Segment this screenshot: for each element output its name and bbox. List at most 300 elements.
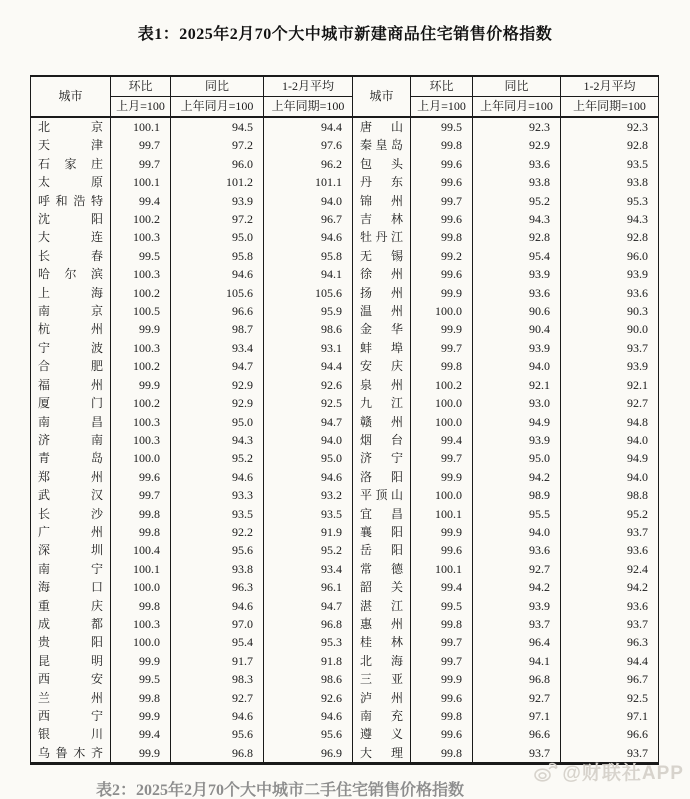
mom-value-right: 99.9 [411,523,473,541]
table-row [31,468,659,486]
avg-value-left: 95.3 [264,633,353,651]
mom-value-right: 99.4 [411,431,473,449]
mom-value-left: 100.1 [111,560,171,578]
avg-value-left: 96.1 [264,578,353,596]
city-cell-right: 遵义 [353,725,411,743]
mom-value-left: 100.5 [111,302,171,320]
yoy-value-right: 94.2 [473,578,561,596]
mom-value-left: 99.9 [111,652,171,670]
city-cell-right: 常德 [353,560,411,578]
yoy-value-right: 93.8 [473,173,561,191]
next-table-title-clipped: 表2：2025年2月70个大中城市二手住宅销售价格指数 [95,782,464,799]
city-cell-right: 包头 [353,155,411,173]
yoy-value-left: 97.0 [171,615,264,633]
mom-value-left: 100.3 [111,228,171,246]
city-cell-right: 温州 [353,302,411,320]
table-row [31,689,659,707]
table-row [31,431,659,449]
yoy-value-left: 93.4 [171,339,264,357]
table-row [31,320,659,338]
yoy-value-right: 90.4 [473,320,561,338]
city-cell-right: 南充 [353,707,411,725]
mom-value-right: 99.6 [411,265,473,283]
city-cell-left: 银川 [31,725,111,743]
city-cell-right: 扬州 [353,284,411,302]
city-cell-left: 海口 [31,578,111,596]
city-cell-right: 徐州 [353,265,411,283]
yoy-value-left: 95.2 [171,449,264,467]
avg-value-right: 93.7 [561,523,659,541]
yoy-value-left: 94.6 [171,468,264,486]
yoy-value-right: 97.1 [473,707,561,725]
avg-value-left: 94.6 [264,707,353,725]
avg-value-right: 95.3 [561,192,659,210]
avg-value-left: 94.6 [264,468,353,486]
table-row [31,413,659,431]
mom-value-right: 99.6 [411,689,473,707]
avg-value-left: 93.4 [264,560,353,578]
table-row [31,155,659,173]
table-row [31,541,659,559]
yoy-value-left: 105.6 [171,284,264,302]
mom-value-left: 100.0 [111,633,171,651]
mom-value-right: 99.7 [411,192,473,210]
table-row [31,615,659,633]
avg-value-right: 96.6 [561,725,659,743]
avg-value-right: 90.0 [561,320,659,338]
city-cell-left: 郑州 [31,468,111,486]
city-cell-right: 韶关 [353,578,411,596]
mom-value-right: 99.7 [411,339,473,357]
yoy-value-right: 90.6 [473,302,561,320]
yoy-value-left: 98.3 [171,670,264,688]
table-row [31,652,659,670]
avg-value-left: 92.5 [264,394,353,412]
yoy-value-left: 95.8 [171,247,264,265]
mom-value-left: 99.4 [111,192,171,210]
yoy-value-right: 94.9 [473,413,561,431]
mom-value-left: 100.2 [111,210,171,228]
avg-value-left: 95.0 [264,449,353,467]
avg-value-right: 92.5 [561,689,659,707]
mom-value-left: 99.8 [111,505,171,523]
yoy-value-left: 93.9 [171,192,264,210]
mom-value-right: 100.1 [411,560,473,578]
mom-value-left: 99.9 [111,744,171,764]
yoy-value-left: 94.5 [171,117,264,136]
yoy-value-right: 94.1 [473,652,561,670]
city-cell-left: 天津 [31,136,111,154]
city-cell-left: 兰州 [31,689,111,707]
city-cell-left: 贵阳 [31,633,111,651]
avg-value-left: 94.0 [264,431,353,449]
table-row [31,523,659,541]
yoy-value-right: 94.0 [473,523,561,541]
city-cell-left: 杭州 [31,320,111,338]
avg-value-right: 94.0 [561,468,659,486]
city-cell-right: 无锡 [353,247,411,265]
mom-value-left: 99.7 [111,486,171,504]
table-row [31,725,659,743]
mom-value-right: 100.0 [411,302,473,320]
mom-value-left: 100.1 [111,173,171,191]
city-cell-left: 武汉 [31,486,111,504]
table-row [31,394,659,412]
yoy-value-right: 92.7 [473,689,561,707]
city-cell-right: 唐山 [353,117,411,136]
city-cell-left: 大连 [31,228,111,246]
table-row [31,247,659,265]
mom-value-left: 99.5 [111,247,171,265]
city-cell-left: 北京 [31,117,111,136]
city-cell-left: 深圳 [31,541,111,559]
watermark [533,758,684,785]
mom-value-right: 99.8 [411,744,473,764]
avg-value-left: 93.1 [264,339,353,357]
avg-value-right: 96.7 [561,670,659,688]
avg-value-left: 93.5 [264,505,353,523]
table-row [31,173,659,191]
avg-value-right: 92.8 [561,136,659,154]
city-cell-right: 三亚 [353,670,411,688]
avg-value-right: 96.3 [561,633,659,651]
city-cell-right: 大理 [353,744,411,764]
city-cell-left: 宁波 [31,339,111,357]
city-cell-left: 南昌 [31,413,111,431]
avg-value-left: 98.6 [264,320,353,338]
yoy-value-left: 98.7 [171,320,264,338]
header-row-labels [31,76,659,97]
header-yoy-right: 同比 [473,76,561,97]
header-yoy-left: 同比 [171,76,264,97]
avg-value-left: 101.1 [264,173,353,191]
city-cell-right: 宜昌 [353,505,411,523]
table-row [31,136,659,154]
city-cell-right: 襄阳 [353,523,411,541]
city-cell-left: 哈尔滨 [31,265,111,283]
avg-value-left: 95.8 [264,247,353,265]
mom-value-right: 99.9 [411,320,473,338]
city-cell-left: 合肥 [31,357,111,375]
yoy-value-left: 95.4 [171,633,264,651]
yoy-value-left: 94.6 [171,265,264,283]
mom-value-right: 100.0 [411,413,473,431]
yoy-value-left: 94.3 [171,431,264,449]
avg-value-left: 92.6 [264,376,353,394]
avg-value-right: 93.6 [561,541,659,559]
mom-value-right: 99.6 [411,173,473,191]
mom-value-right: 99.6 [411,725,473,743]
mom-value-left: 100.3 [111,339,171,357]
avg-value-left: 94.7 [264,413,353,431]
mom-value-right: 99.7 [411,449,473,467]
yoy-value-right: 92.8 [473,228,561,246]
mom-value-right: 99.7 [411,652,473,670]
yoy-value-right: 95.4 [473,247,561,265]
mom-value-left: 100.0 [111,449,171,467]
avg-value-right: 92.7 [561,394,659,412]
avg-value-right: 93.7 [561,339,659,357]
city-cell-right: 北海 [353,652,411,670]
avg-value-right: 93.5 [561,155,659,173]
price-table-body [31,117,659,764]
city-cell-left: 乌鲁木齐 [31,744,111,764]
city-cell-right: 惠州 [353,615,411,633]
city-cell-right: 蚌埠 [353,339,411,357]
city-cell-right: 岳阳 [353,541,411,559]
city-cell-right: 金华 [353,320,411,338]
mom-value-left: 100.1 [111,117,171,136]
city-cell-right: 平顶山 [353,486,411,504]
avg-value-left: 95.2 [264,541,353,559]
watermark-text: @财联社APP [562,763,684,784]
yoy-value-left: 92.9 [171,394,264,412]
mom-value-right: 99.5 [411,597,473,615]
city-cell-right: 安庆 [353,357,411,375]
avg-value-left: 94.6 [264,228,353,246]
yoy-value-right: 92.1 [473,376,561,394]
city-cell-right: 桂林 [353,633,411,651]
avg-value-right: 94.8 [561,413,659,431]
yoy-value-left: 96.8 [171,744,264,764]
yoy-value-right: 96.6 [473,725,561,743]
yoy-value-right: 94.0 [473,357,561,375]
header-row-bases [31,97,659,118]
yoy-value-right: 92.9 [473,136,561,154]
avg-value-left: 94.0 [264,192,353,210]
yoy-value-right: 93.0 [473,394,561,412]
avg-value-right: 92.4 [561,560,659,578]
yoy-value-right: 92.7 [473,560,561,578]
yoy-value-left: 94.6 [171,707,264,725]
yoy-value-right: 98.9 [473,486,561,504]
yoy-value-right: 93.6 [473,541,561,559]
city-cell-left: 广州 [31,523,111,541]
mom-value-left: 99.4 [111,725,171,743]
city-cell-right: 济宁 [353,449,411,467]
yoy-value-right: 93.9 [473,597,561,615]
table-row [31,192,659,210]
city-cell-right: 九江 [353,394,411,412]
mom-value-left: 100.2 [111,394,171,412]
table-row [31,284,659,302]
mom-value-right: 99.6 [411,155,473,173]
table-row [31,505,659,523]
mom-value-left: 99.9 [111,376,171,394]
mom-value-left: 99.6 [111,468,171,486]
mom-value-left: 100.3 [111,413,171,431]
mom-value-left: 99.8 [111,689,171,707]
avg-value-left: 95.6 [264,725,353,743]
header-mom-left: 环比 [111,76,171,97]
table-row [31,707,659,725]
header-avg-right: 1-2月平均 [561,76,659,97]
yoy-value-right: 93.6 [473,284,561,302]
avg-value-left: 94.4 [264,117,353,136]
table-row [31,357,659,375]
header-city-right: 城市 [353,76,411,117]
yoy-value-right: 95.0 [473,449,561,467]
price-index-table-wrap [30,75,658,765]
table-row [31,449,659,467]
avg-value-right: 93.9 [561,265,659,283]
price-index-table [30,75,659,765]
yoy-value-right: 95.2 [473,192,561,210]
yoy-value-left: 96.3 [171,578,264,596]
mom-value-left: 99.9 [111,320,171,338]
yoy-value-left: 96.0 [171,155,264,173]
yoy-value-left: 94.7 [171,357,264,375]
header-avg-base-left: 上年同期=100 [264,97,353,118]
city-cell-right: 泸州 [353,689,411,707]
yoy-value-left: 95.6 [171,725,264,743]
city-cell-left: 厦门 [31,394,111,412]
mom-value-left: 99.9 [111,707,171,725]
avg-value-right: 97.1 [561,707,659,725]
mom-value-right: 99.7 [411,633,473,651]
avg-value-right: 90.3 [561,302,659,320]
header-yoy-base-left: 上年同月=100 [171,97,264,118]
avg-value-right: 92.8 [561,228,659,246]
avg-value-right: 92.3 [561,117,659,136]
city-cell-right: 赣州 [353,413,411,431]
yoy-value-left: 92.7 [171,689,264,707]
avg-value-right: 94.9 [561,449,659,467]
city-cell-left: 长春 [31,247,111,265]
city-cell-left: 西安 [31,670,111,688]
mom-value-left: 100.2 [111,357,171,375]
avg-value-left: 98.6 [264,670,353,688]
avg-value-right: 96.0 [561,247,659,265]
yoy-value-right: 94.2 [473,468,561,486]
avg-value-left: 94.7 [264,597,353,615]
yoy-value-left: 95.6 [171,541,264,559]
city-cell-right: 牡丹江 [353,228,411,246]
mom-value-right: 99.6 [411,541,473,559]
avg-value-left: 91.8 [264,652,353,670]
page-title: 表1：2025年2月70个大中城市新建商品住宅销售价格指数 [137,26,553,43]
header-yoy-base-right: 上年同月=100 [473,97,561,118]
avg-value-right: 94.3 [561,210,659,228]
city-cell-left: 石家庄 [31,155,111,173]
table-row [31,302,659,320]
avg-value-left: 96.2 [264,155,353,173]
city-cell-left: 西宁 [31,707,111,725]
city-cell-left: 青岛 [31,449,111,467]
avg-value-left: 96.8 [264,615,353,633]
avg-value-left: 96.9 [264,744,353,764]
city-cell-left: 长沙 [31,505,111,523]
avg-value-right: 93.9 [561,357,659,375]
yoy-value-left: 95.0 [171,413,264,431]
avg-value-left: 96.7 [264,210,353,228]
avg-value-right: 94.0 [561,431,659,449]
yoy-value-right: 93.6 [473,155,561,173]
yoy-value-left: 91.7 [171,652,264,670]
city-cell-left: 南宁 [31,560,111,578]
city-cell-right: 吉林 [353,210,411,228]
weibo-icon [533,761,559,783]
city-cell-left: 昆明 [31,652,111,670]
yoy-value-left: 97.2 [171,210,264,228]
avg-value-left: 92.6 [264,689,353,707]
table-row [31,228,659,246]
city-cell-right: 丹东 [353,173,411,191]
mom-value-left: 100.3 [111,615,171,633]
city-cell-left: 福州 [31,376,111,394]
yoy-value-left: 94.6 [171,597,264,615]
header-avg-left: 1-2月平均 [264,76,353,97]
mom-value-right: 99.8 [411,707,473,725]
yoy-value-left: 93.8 [171,560,264,578]
table-row [31,597,659,615]
yoy-value-right: 93.9 [473,339,561,357]
table-row [31,117,659,136]
mom-value-right: 100.1 [411,505,473,523]
header-mom-base-left: 上月=100 [111,97,171,118]
header-city-left: 城市 [31,76,111,117]
yoy-value-left: 101.2 [171,173,264,191]
table-row [31,560,659,578]
city-cell-left: 沈阳 [31,210,111,228]
avg-value-left: 94.4 [264,357,353,375]
mom-value-right: 99.8 [411,136,473,154]
mom-value-right: 99.9 [411,670,473,688]
mom-value-left: 100.4 [111,541,171,559]
mom-value-right: 100.0 [411,486,473,504]
avg-value-left: 93.2 [264,486,353,504]
mom-value-left: 99.7 [111,155,171,173]
avg-value-right: 93.7 [561,744,659,764]
yoy-value-left: 95.0 [171,228,264,246]
mom-value-right: 99.9 [411,284,473,302]
city-cell-left: 太原 [31,173,111,191]
table-row [31,578,659,596]
yoy-value-right: 93.7 [473,615,561,633]
avg-value-left: 105.6 [264,284,353,302]
mom-value-left: 99.7 [111,136,171,154]
header-avg-base-right: 上年同期=100 [561,97,659,118]
table-header [31,76,659,117]
city-cell-left: 南京 [31,302,111,320]
avg-value-right: 93.8 [561,173,659,191]
avg-value-right: 92.1 [561,376,659,394]
table-row [31,265,659,283]
mom-value-left: 100.0 [111,578,171,596]
mom-value-right: 99.8 [411,615,473,633]
mom-value-right: 99.2 [411,247,473,265]
city-cell-right: 泉州 [353,376,411,394]
mom-value-left: 100.2 [111,284,171,302]
avg-value-right: 94.2 [561,578,659,596]
mom-value-right: 99.4 [411,578,473,596]
avg-value-right: 93.6 [561,284,659,302]
table-row [31,486,659,504]
avg-value-left: 97.6 [264,136,353,154]
mom-value-left: 100.3 [111,265,171,283]
avg-value-right: 98.8 [561,486,659,504]
header-mom-base-right: 上月=100 [411,97,473,118]
mom-value-right: 99.9 [411,468,473,486]
yoy-value-right: 96.8 [473,670,561,688]
mom-value-right: 99.5 [411,117,473,136]
yoy-value-right: 93.7 [473,744,561,764]
table-row [31,633,659,651]
yoy-value-right: 92.3 [473,117,561,136]
city-cell-left: 上海 [31,284,111,302]
yoy-value-left: 97.2 [171,136,264,154]
city-cell-left: 成都 [31,615,111,633]
